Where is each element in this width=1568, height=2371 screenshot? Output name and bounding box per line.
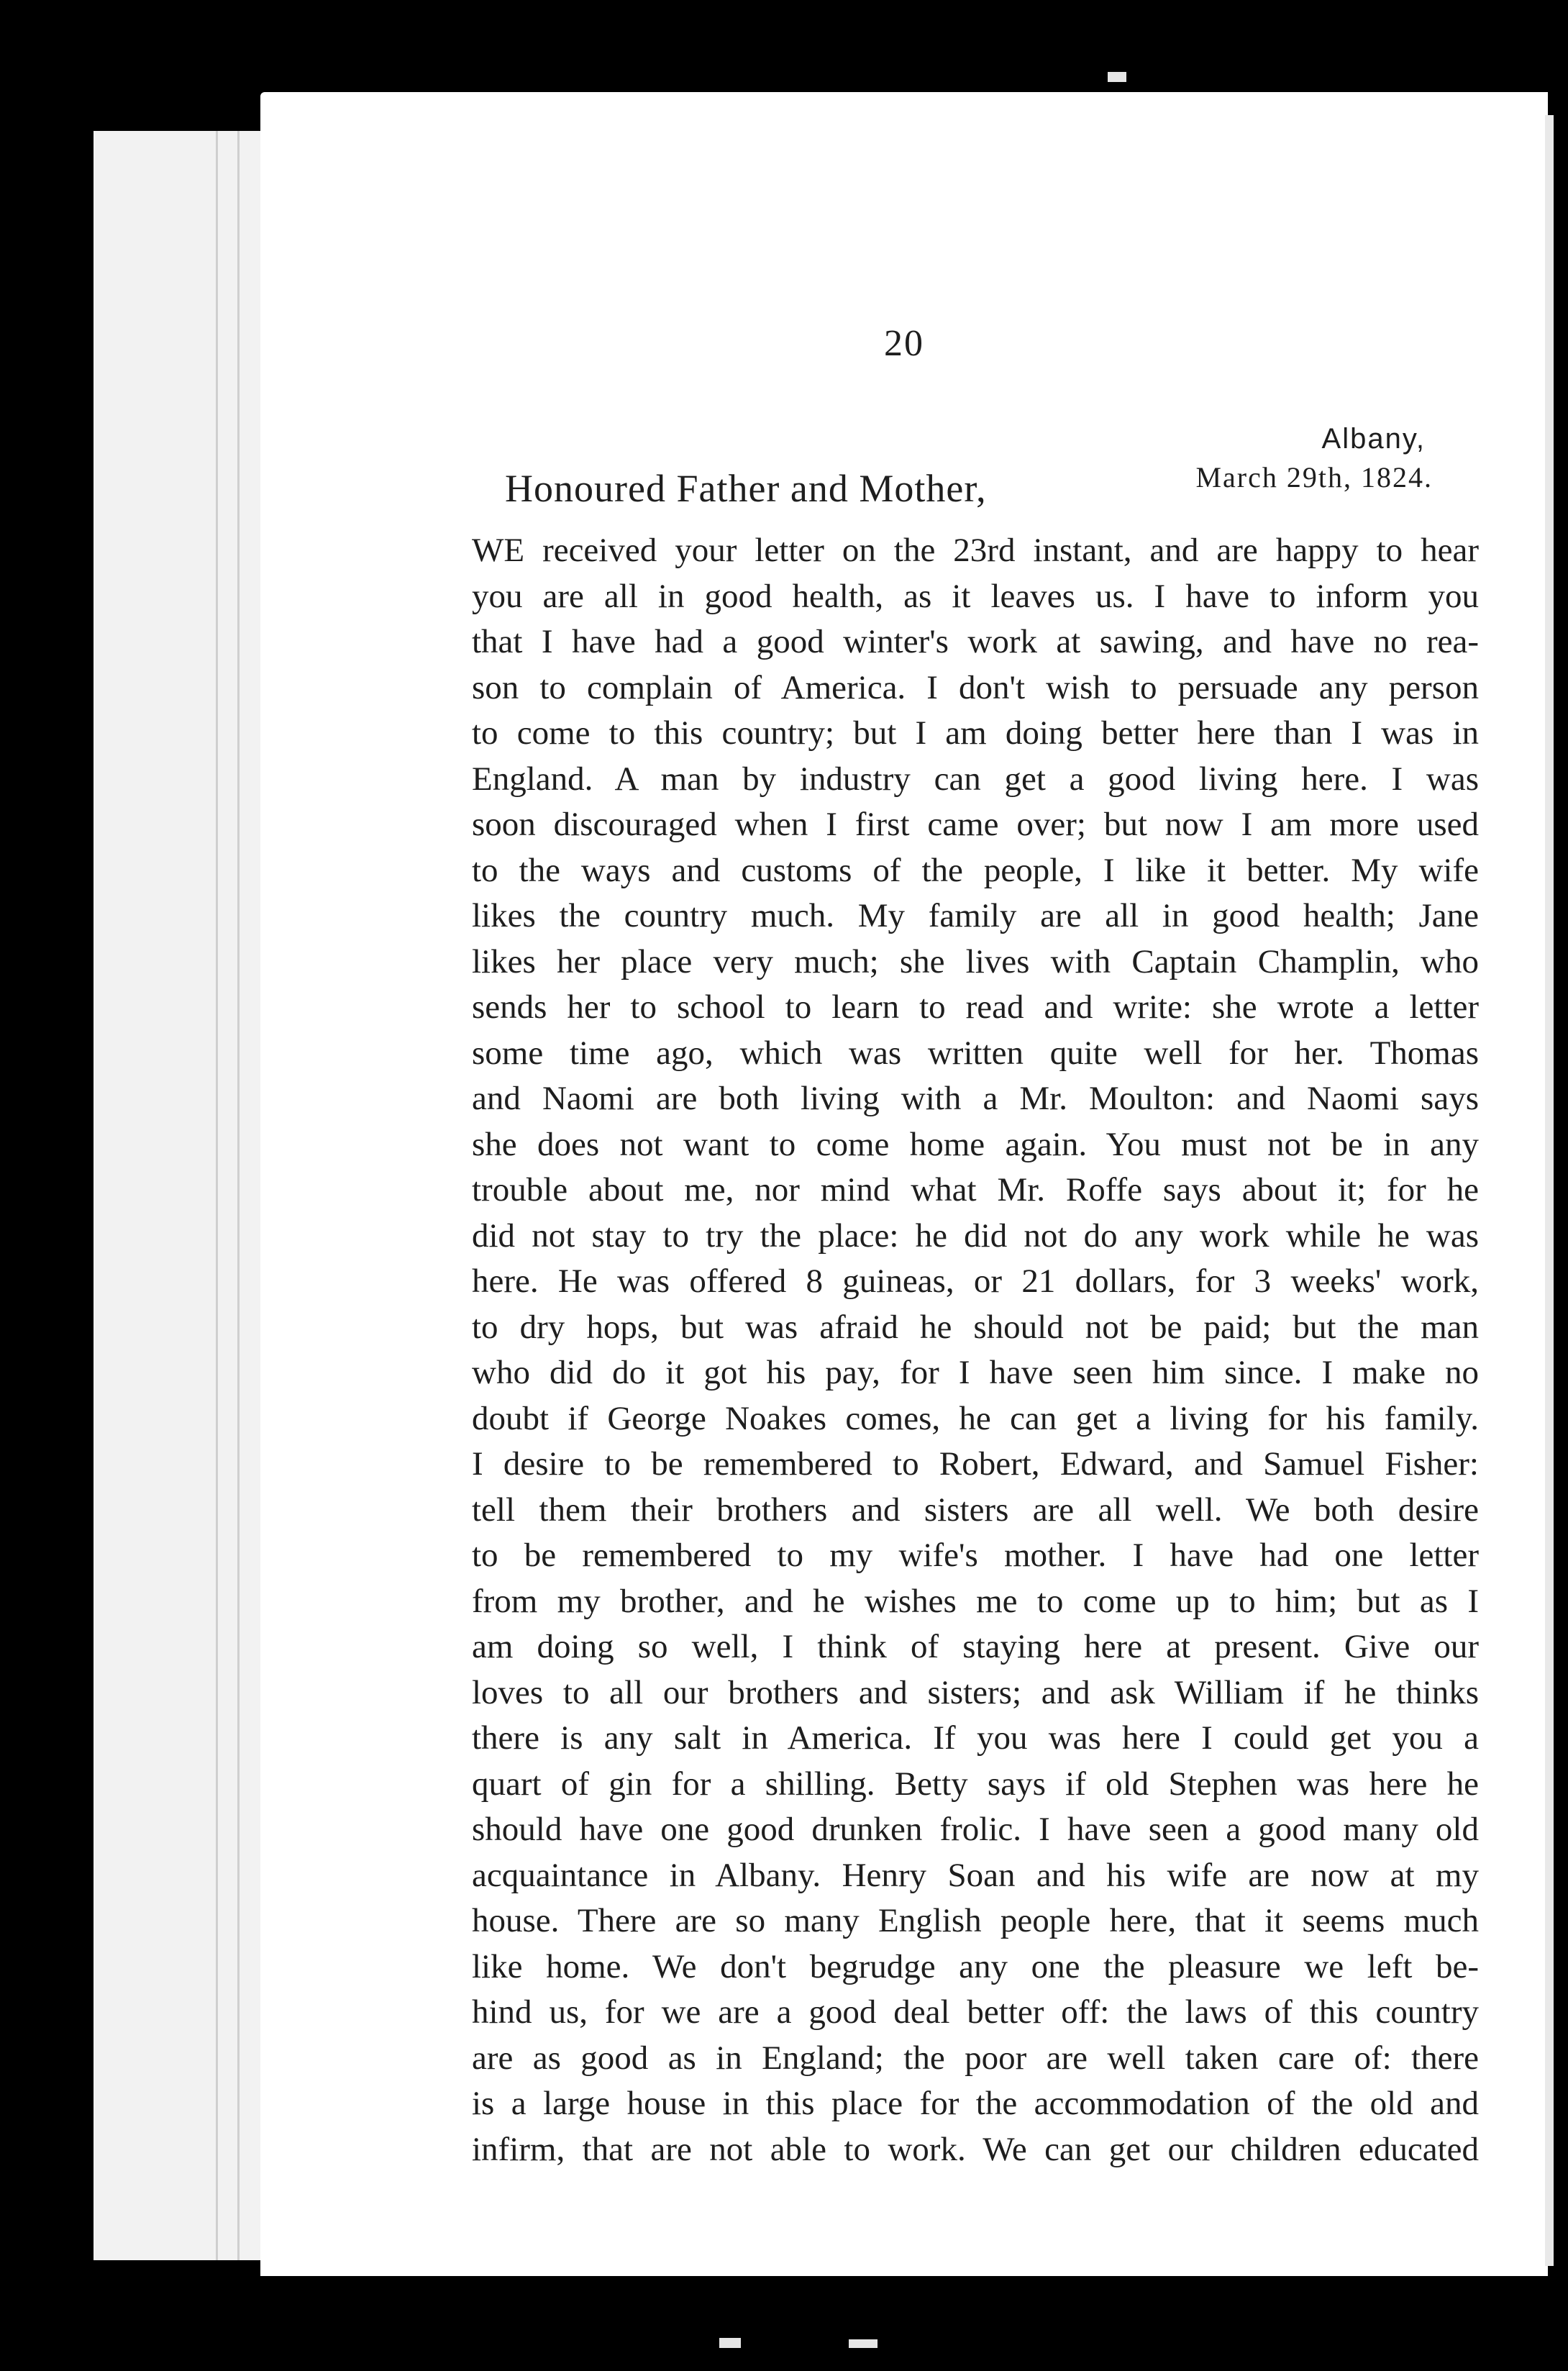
text-line: here. He was offered 8 guineas, or 21 dollars, for 3 weeks' work,: [472, 1262, 1479, 1300]
text-line: trouble about me, nor mind what Mr. Roffe says about it; for he: [472, 1171, 1479, 1209]
text-line: are as good as in England; the poor are well taken care of: there: [472, 2039, 1479, 2077]
scan-speck: [1108, 72, 1126, 82]
text-line: to come to this country; but I am doing better here than I was in: [472, 714, 1479, 752]
text-line: am doing so well, I think of staying here at present. Give our: [472, 1628, 1479, 1665]
scan-speck: [719, 2338, 741, 2348]
text-line: likes her place very much; she lives with Captain Champlin, who: [472, 942, 1479, 980]
text-line: some time ago, which was written quite well for her. Thomas: [472, 1034, 1479, 1072]
text-line: to the ways and customs of the people, I like it better. My wife: [472, 851, 1479, 889]
page-text: [260, 92, 1548, 2276]
text-line: did not stay to try the place: he did not do any work while he was: [472, 1216, 1479, 1255]
text-line: I desire to be remembered to Robert, Edward, and Samuel Fisher:: [472, 1445, 1479, 1483]
text-line: acquaintance in Albany. Henry Soan and his wife are now at my: [472, 1856, 1479, 1894]
text-line: like home. We don't begrudge any one the pleasure we left be-: [472, 1947, 1479, 1985]
text-line: England. A man by industry can get a good living here. I was: [472, 760, 1479, 798]
text-line: soon discouraged when I first came over; but now I am more used: [472, 806, 1479, 843]
text-line: there is any salt in America. If you was here I could get you a: [472, 1719, 1479, 1757]
text-line: sends her to school to learn to read and write: she wrote a letter: [472, 988, 1479, 1026]
text-line: to dry hops, but was afraid he should not be paid; but the man: [472, 1308, 1479, 1346]
text-line: house. There are so many English people here, that it seems much: [472, 1902, 1479, 1939]
page-number: 20: [884, 323, 924, 364]
text-line: and Naomi are both living with a Mr. Moulton: and Naomi says: [472, 1080, 1479, 1117]
letter-place: Albany,: [1321, 423, 1426, 455]
text-line: hind us, for we are a good deal better off: the laws of this country: [472, 1993, 1479, 2031]
text-line: infirm, that are not able to work. We can get our children educated: [472, 2130, 1479, 2168]
leaf-edge: [216, 131, 218, 2260]
text-line: is a large house in this place for the accommodation of the old and: [472, 2085, 1479, 2122]
text-line: who did do it got his pay, for I have seen him since. I make no: [472, 1354, 1479, 1391]
page-right-edge: [1545, 115, 1554, 2266]
text-line: she does not want to come home again. You must not be in any: [472, 1125, 1479, 1163]
book-page: [260, 92, 1548, 2276]
text-line: that I have had a good winter's work at sawing, and have no rea-: [472, 623, 1479, 660]
text-line: from my brother, and he wishes me to come up to him; but as I: [472, 1582, 1479, 1620]
text-line: should have one good drunken frolic. I have seen a good many old: [472, 1811, 1479, 1848]
text-line: doubt if George Noakes comes, he can get a living for his family.: [472, 1399, 1479, 1437]
text-line: to be remembered to my wife's mother. I have had one letter: [472, 1537, 1479, 1574]
underlying-leaf: [94, 131, 281, 2260]
text-line: likes the country much. My family are all in good health; Jane: [472, 897, 1479, 934]
letter-salutation: Honoured Father and Mother,: [505, 467, 987, 510]
text-line: tell them their brothers and sisters are all well. We both desire: [472, 1491, 1479, 1529]
text-line: son to complain of America. I don't wish to persuade any person: [472, 668, 1479, 706]
letter-body: [472, 528, 1479, 2172]
text-line: loves to all our brothers and sisters; and ask William if he thinks: [472, 1673, 1479, 1711]
letter-date: March 29th, 1824.: [1195, 461, 1433, 493]
leaf-edge: [237, 131, 240, 2260]
text-line: WE received your letter on the 23rd instant, and are happy to hear: [472, 532, 1479, 569]
text-line: you are all in good health, as it leaves us. I have to inform you: [472, 577, 1479, 615]
scan-speck: [849, 2339, 878, 2348]
text-line: quart of gin for a shilling. Betty says if old Stephen was here he: [472, 1765, 1479, 1803]
